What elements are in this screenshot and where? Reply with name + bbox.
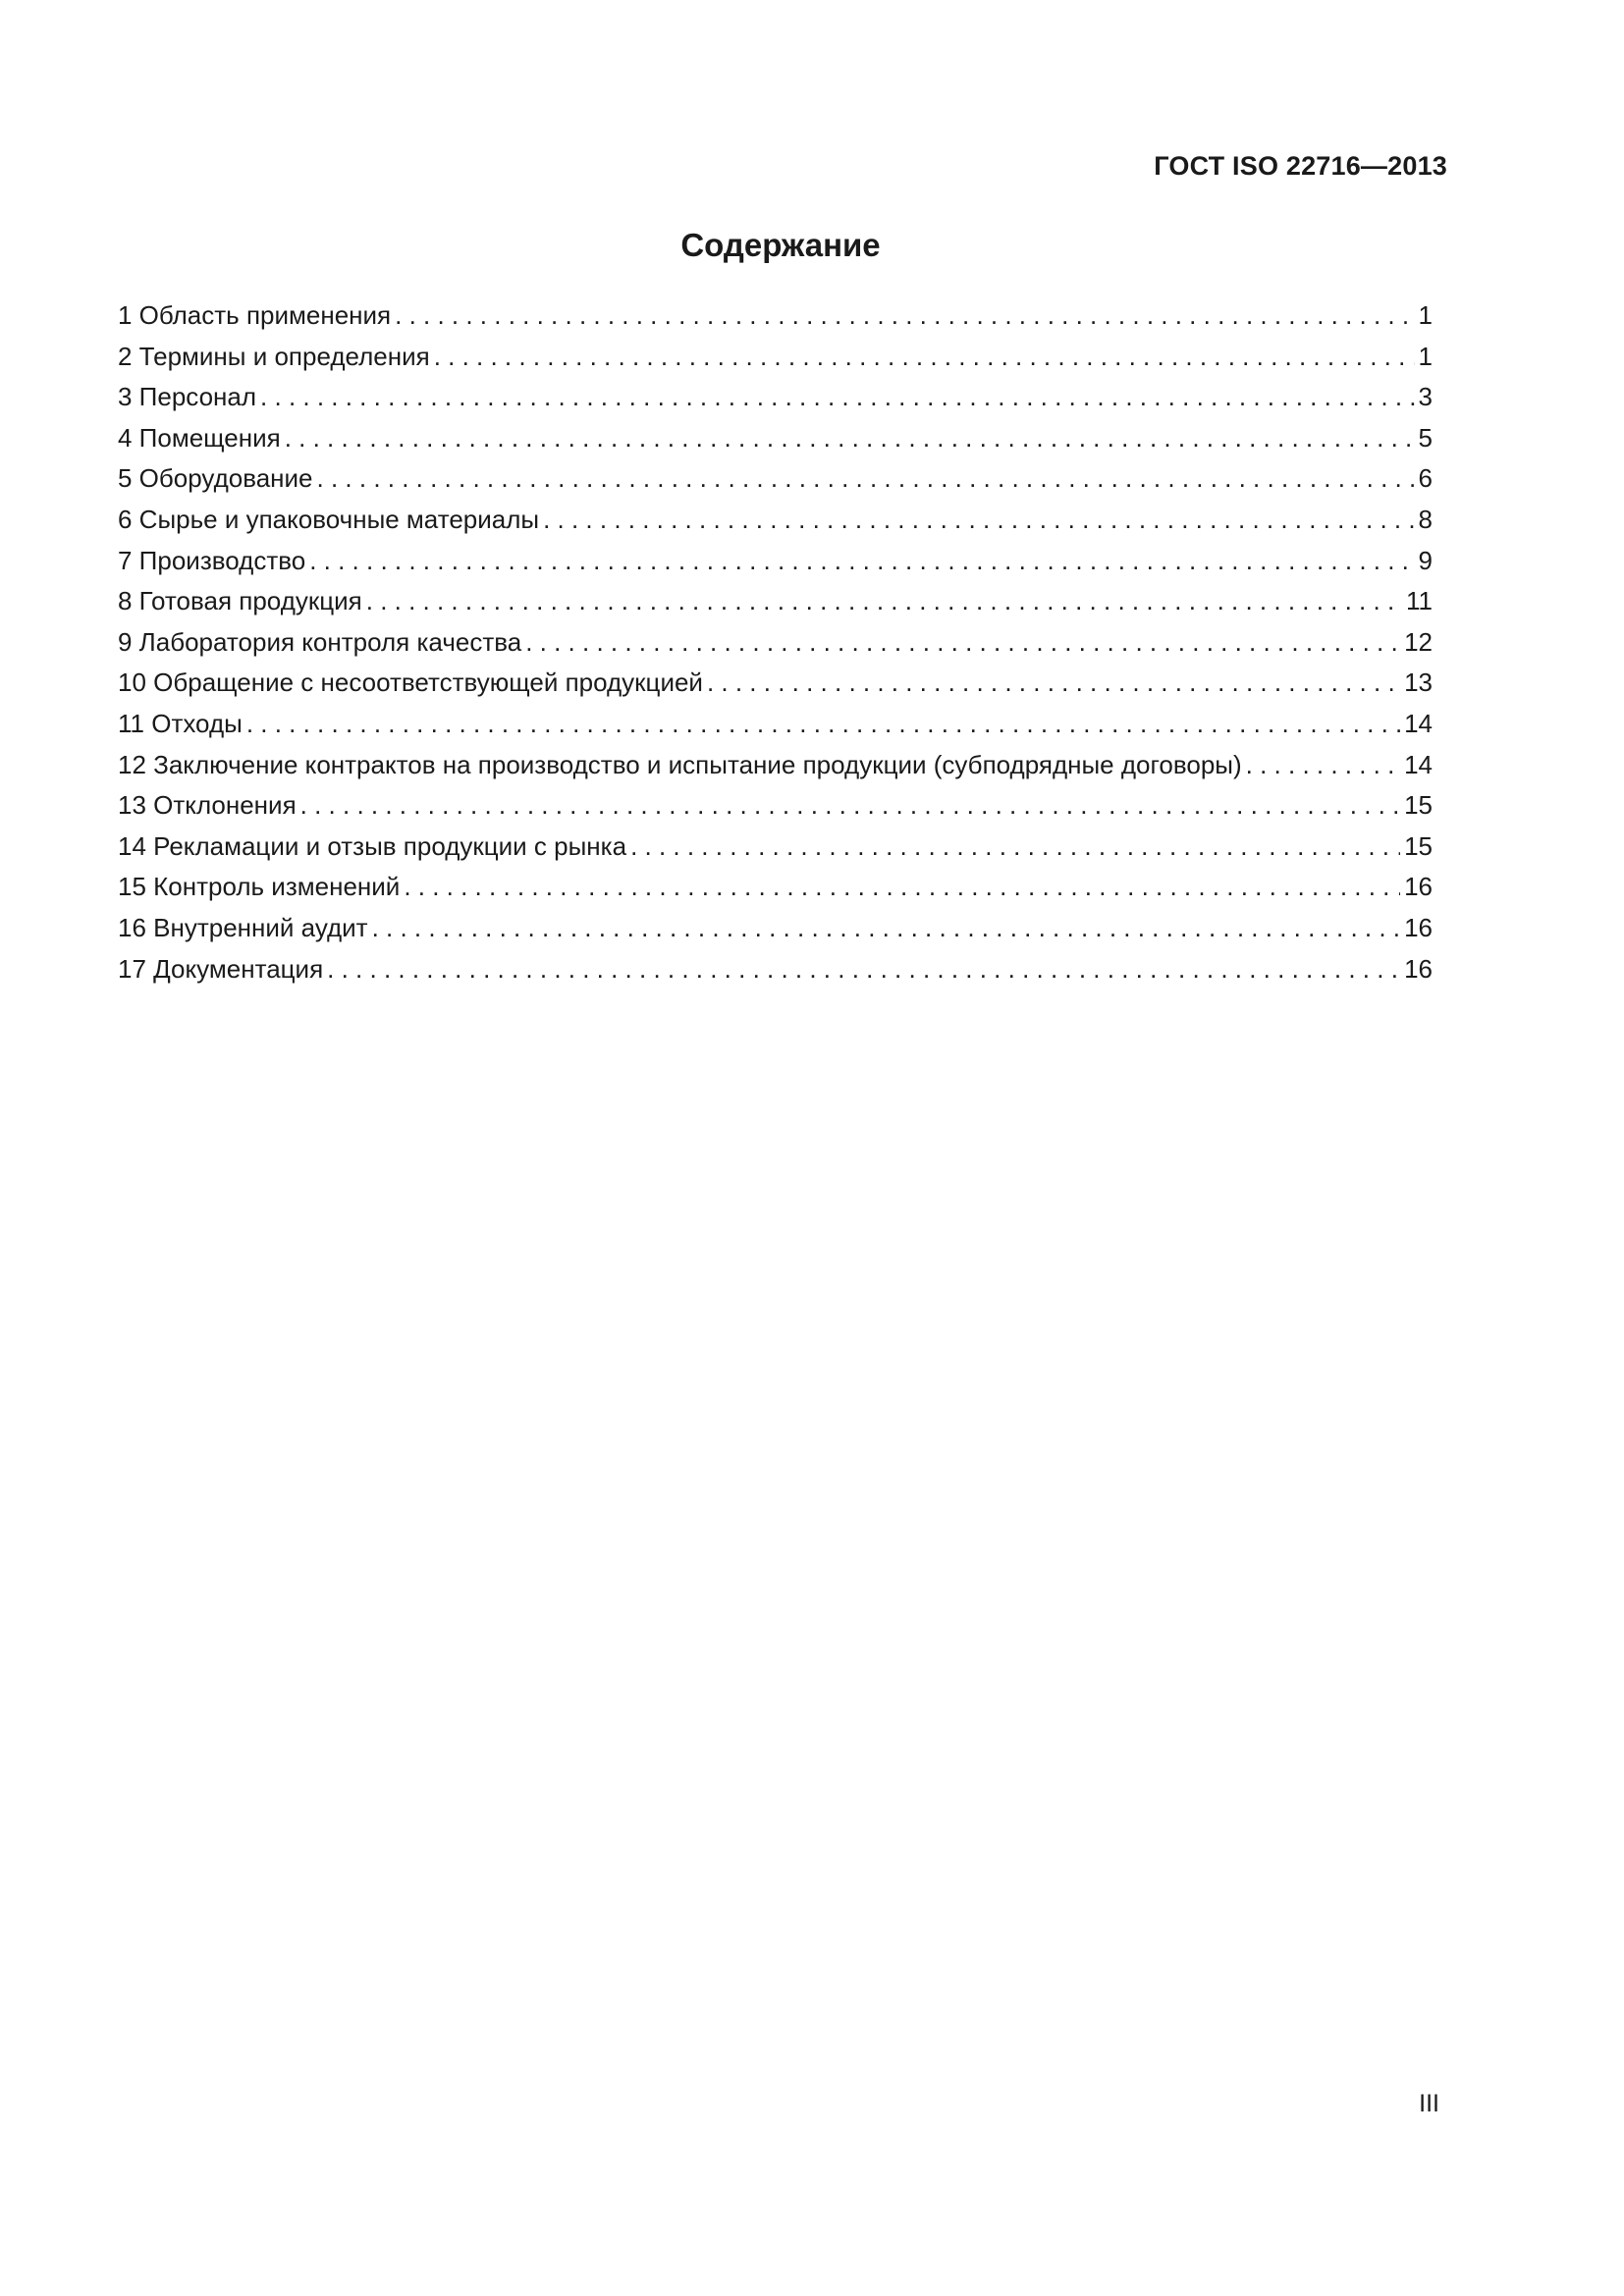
toc-title: Содержание [680,227,881,263]
toc-entry-label: 1 Область применения [118,300,392,330]
toc-entry[interactable] [118,624,1433,666]
toc-entry-label: 4 Помещения [118,422,281,453]
toc-entry-page: 5 [1418,422,1433,453]
toc-entry-page: 3 [1418,382,1433,412]
toc-entry[interactable] [118,828,1433,870]
toc-entry-label: 3 Персонал [118,382,257,412]
toc-dot-leader [317,460,1415,496]
toc-entry-label: 6 Сырье и упаковочные материалы [118,504,540,534]
toc-entry[interactable] [118,379,1433,420]
toc-dot-leader [372,910,1401,945]
toc-entry-label: 10 Обращение с несоответствующей продукцией [118,667,703,698]
toc-entry-page: 15 [1404,790,1433,821]
toc-entry-label: 9 Лаборатория контроля качества [118,626,522,657]
toc-dot-leader [395,297,1414,333]
toc-entry[interactable] [118,951,1433,992]
toc-dot-leader [309,543,1414,578]
toc-entry-label: 14 Рекламации и отзыв продукции с рынка [118,830,627,861]
toc-dot-leader [260,379,1414,414]
toc-entry[interactable] [118,665,1433,706]
toc-dot-leader [543,502,1414,537]
toc-entry-page: 14 [1404,708,1433,738]
toc-dot-leader [366,583,1402,618]
toc-entry-page: 1 [1418,341,1433,371]
toc-entry-label: 16 Внутренний аудит [118,912,368,942]
toc-entry-page: 8 [1418,504,1433,534]
toc-entry[interactable] [118,420,1433,461]
toc-entry-label: 15 Контроль изменений [118,872,401,902]
toc-entry-page: 6 [1418,463,1433,494]
document-standard-id: ГОСТ ISO 22716—2013 [1154,151,1447,181]
toc-dot-leader [300,787,1400,823]
toc-entry-label: 17 Документация [118,953,324,984]
toc-entry-page: 9 [1418,545,1433,575]
toc-entry-page: 13 [1404,667,1433,698]
page-number: III [1419,2090,1439,2117]
toc-entry[interactable] [118,543,1433,584]
toc-entry[interactable] [118,502,1433,543]
toc-entry[interactable] [118,460,1433,502]
toc-entry-page: 14 [1404,749,1433,779]
toc-entry-page: 16 [1404,872,1433,902]
toc-entry[interactable] [118,869,1433,910]
toc-entry-label: 11 Отходы [118,708,243,738]
toc-entry-label: 7 Производство [118,545,306,575]
toc-dot-leader [434,339,1415,374]
toc-entry[interactable] [118,747,1433,788]
toc-entry-label: 2 Термины и определения [118,341,430,371]
toc-entry[interactable] [118,787,1433,828]
toc-entry-page: 15 [1404,830,1433,861]
toc-dot-leader [525,624,1400,660]
toc-dot-leader [1246,747,1400,782]
toc-entry[interactable] [118,910,1433,951]
toc-entry[interactable] [118,339,1433,380]
toc-entry-label: 5 Оборудование [118,463,313,494]
toc-entry-page: 16 [1404,912,1433,942]
toc-dot-leader [707,665,1400,700]
toc-entry-page: 16 [1404,953,1433,984]
toc-entry-label: 8 Готовая продукция [118,586,362,616]
toc-entry[interactable] [118,583,1433,624]
toc-dot-leader [630,828,1400,864]
toc-entry-page: 12 [1404,626,1433,657]
toc-entry-label: 13 Отклонения [118,790,297,821]
toc-dot-leader [404,869,1400,904]
toc-dot-leader [285,420,1415,455]
toc-entry-page: 1 [1418,300,1433,330]
toc-dot-leader [246,706,1400,741]
toc-entry[interactable] [118,706,1433,747]
toc-entry-label: 12 Заключение контрактов на производство и испытание продукции (субподрядные договоры) [118,749,1242,779]
toc-dot-leader [327,951,1400,987]
toc-entry-page: 11 [1406,586,1433,616]
table-of-contents [118,297,1433,991]
toc-entry[interactable] [118,297,1433,339]
